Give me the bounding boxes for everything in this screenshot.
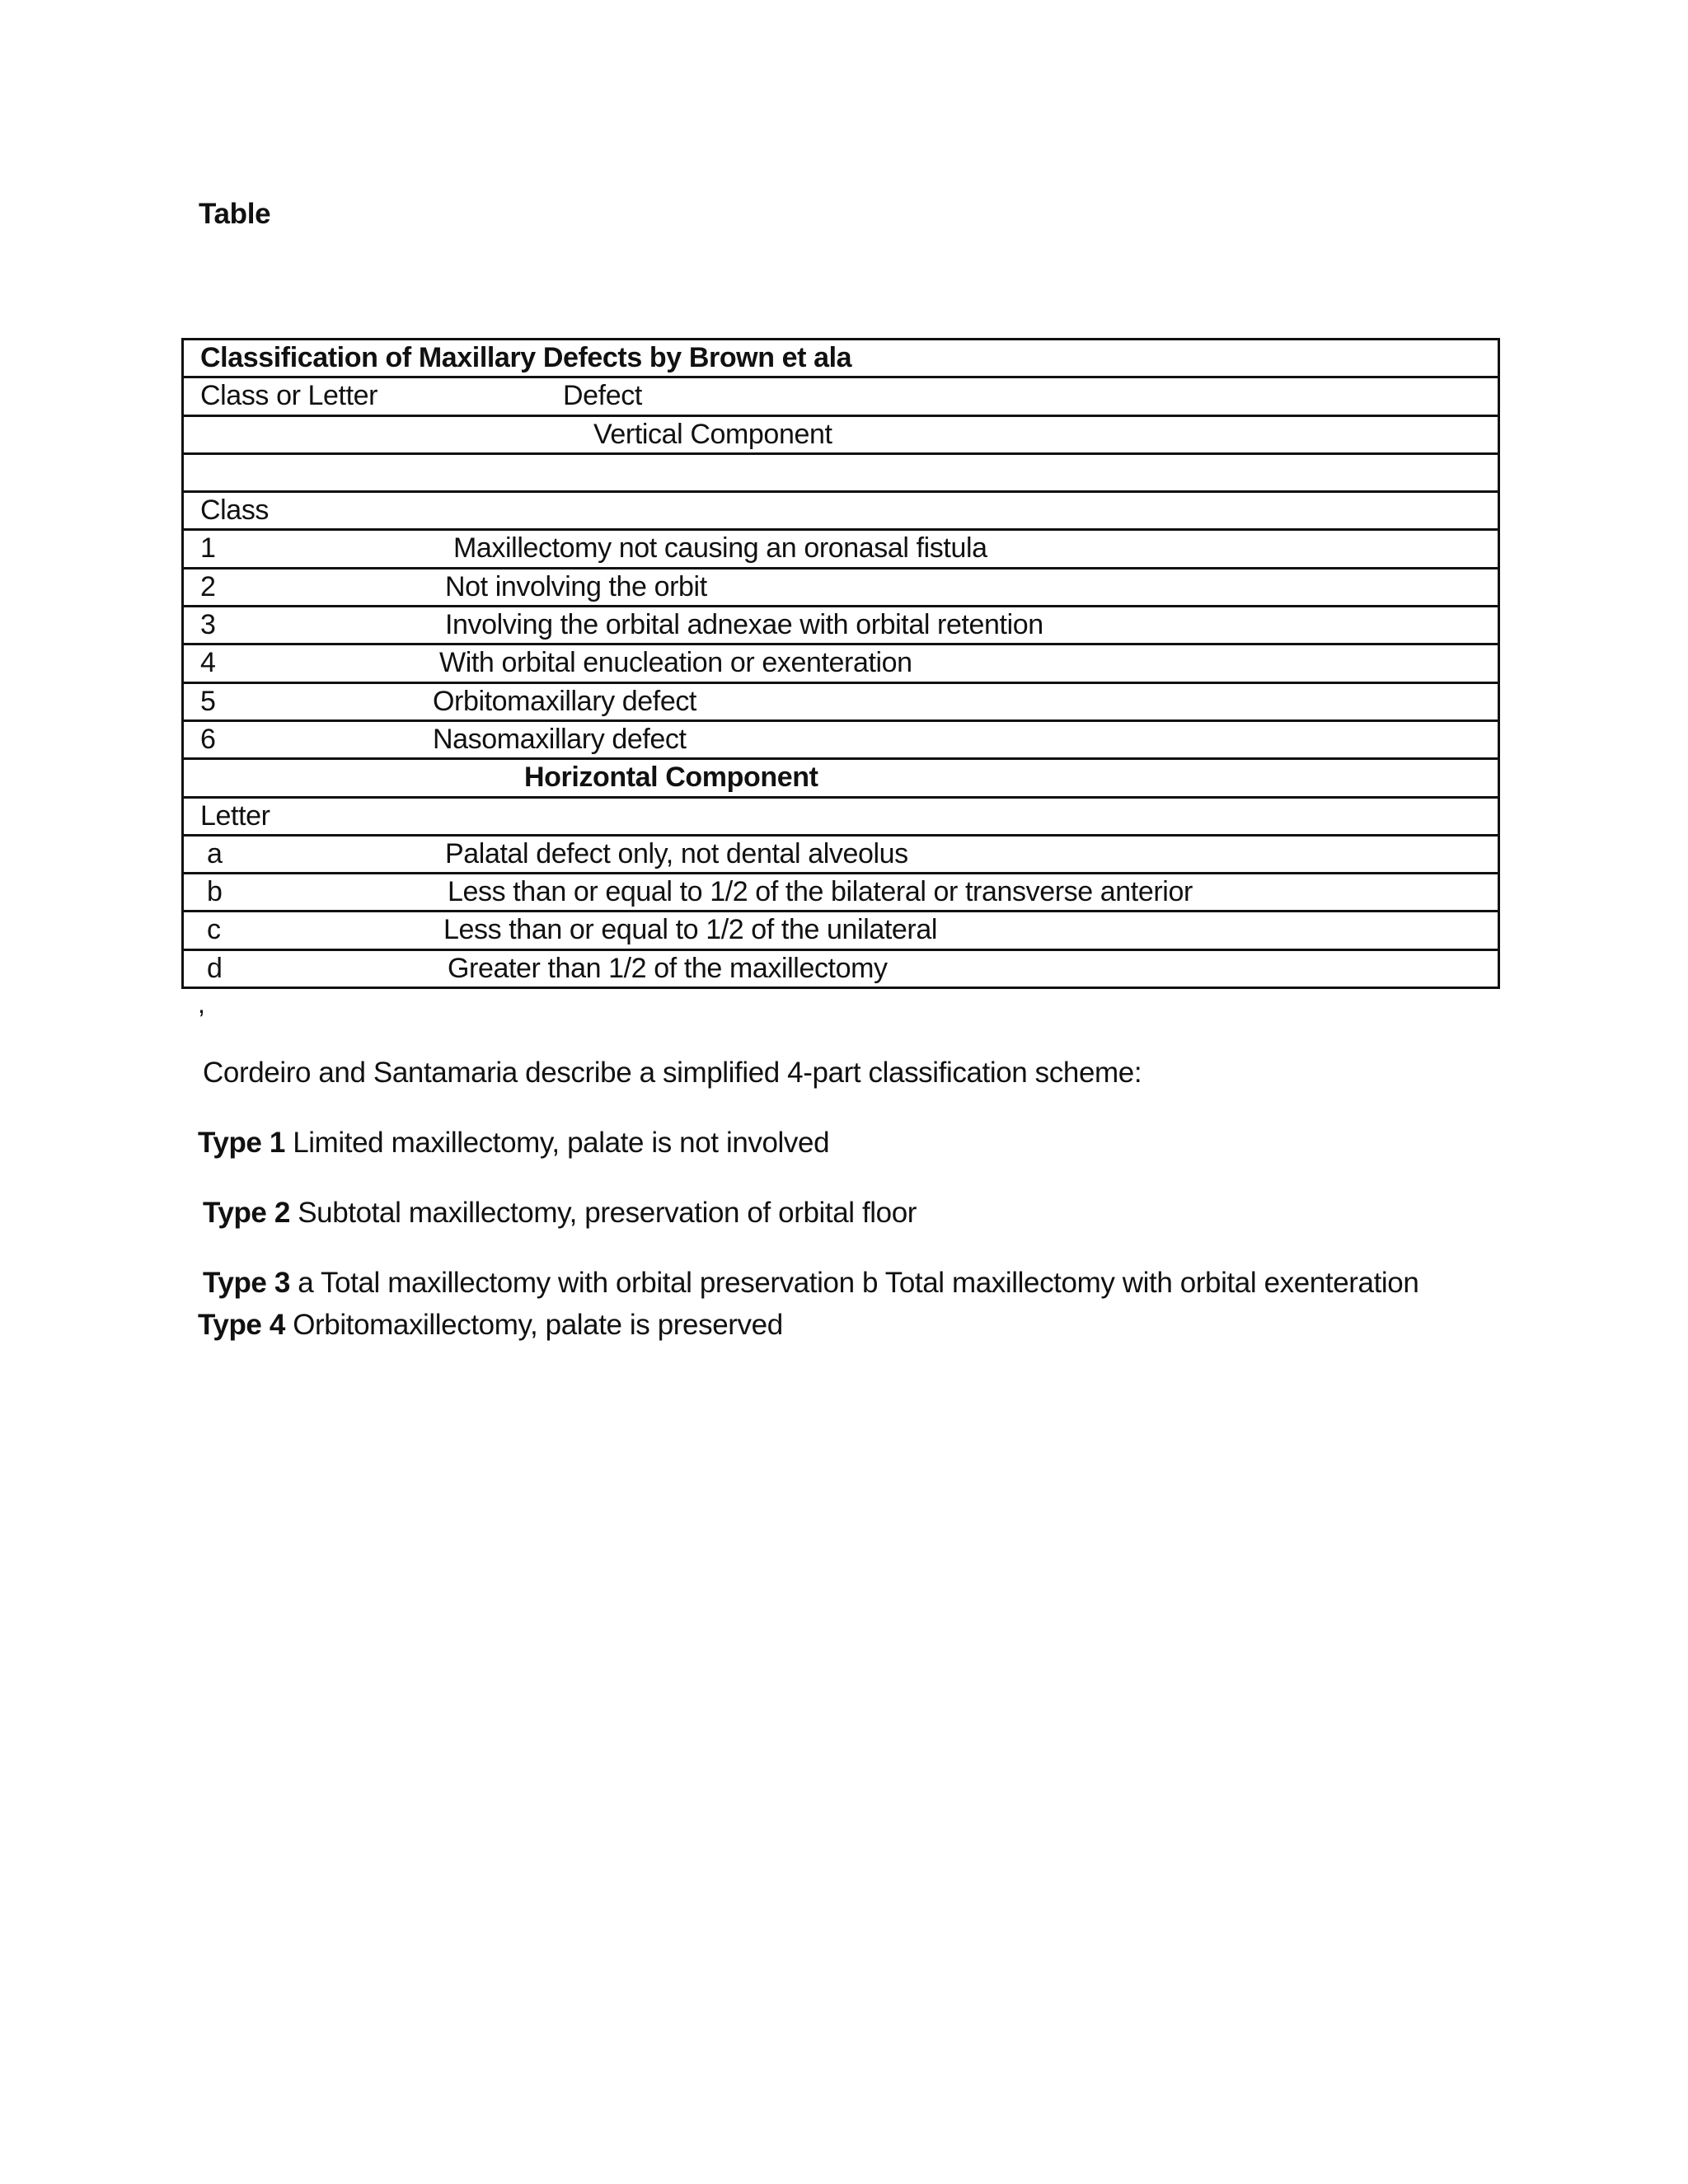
- letter-desc: Palatal defect only, not dental alveolus: [445, 837, 908, 869]
- type-label: Type 2: [203, 1197, 290, 1229]
- letter-key: a: [207, 837, 223, 869]
- type-line: [203, 1197, 917, 1230]
- letter-desc: Greater than 1/2 of the maxillectomy: [448, 952, 888, 984]
- class-row: [184, 645, 1498, 683]
- type-line: [198, 1127, 829, 1160]
- page-heading: Table: [199, 198, 271, 230]
- class-row: [184, 722, 1498, 760]
- class-key: 1: [200, 532, 216, 565]
- type-label: Type 4: [198, 1309, 285, 1341]
- horizontal-section-row: [184, 760, 1498, 798]
- class-row: [184, 569, 1498, 607]
- letter-row: [184, 874, 1498, 912]
- type-text: Orbitomaxillectomy, palate is preserved: [293, 1309, 783, 1341]
- letter-label-row: [184, 799, 1498, 837]
- header-class-or-letter: Class or Letter: [200, 380, 378, 412]
- horizontal-component-label: Horizontal Component: [524, 762, 818, 794]
- table-header-row: [184, 378, 1498, 416]
- letter-key: b: [207, 876, 223, 908]
- stray-comma: ,: [198, 989, 205, 1019]
- table-title: Classification of Maxillary Defects by Brown et ala: [200, 342, 852, 373]
- letter-row: [184, 912, 1498, 950]
- class-label: Class: [200, 494, 270, 527]
- letter-desc: Less than or equal to 1/2 of the bilateral or transverse anterior: [448, 876, 1193, 908]
- vertical-section-row: [184, 417, 1498, 455]
- letter-row: [184, 951, 1498, 989]
- letter-label: Letter: [200, 799, 270, 832]
- type-line: [203, 1267, 1418, 1300]
- type-label: Type 3: [203, 1267, 290, 1299]
- type-line: [198, 1309, 783, 1342]
- class-key: 4: [200, 647, 216, 679]
- class-key: 5: [200, 685, 216, 717]
- type-label: Type 1: [198, 1127, 285, 1159]
- intro-paragraph: Cordeiro and Santamaria describe a simplified 4-part classification scheme:: [203, 1057, 1142, 1089]
- class-label-row: [184, 493, 1498, 531]
- class-row: [184, 684, 1498, 722]
- class-key: 3: [200, 609, 216, 641]
- type-text: Subtotal maxillectomy, preservation of orbital floor: [298, 1197, 917, 1229]
- letter-key: c: [207, 914, 221, 946]
- class-desc: With orbital enucleation or exenteration: [439, 647, 912, 679]
- class-key: 6: [200, 723, 216, 755]
- class-desc: Orbitomaxillary defect: [433, 685, 696, 717]
- class-desc: Not involving the orbit: [445, 570, 707, 602]
- class-desc: Nasomaxillary defect: [433, 723, 687, 755]
- class-row: [184, 531, 1498, 569]
- class-desc: Involving the orbital adnexae with orbital retention: [445, 609, 1043, 641]
- letter-row: [184, 837, 1498, 874]
- class-row: [184, 607, 1498, 645]
- letter-desc: Less than or equal to 1/2 of the unilateral: [443, 914, 938, 946]
- table-title-row: [184, 340, 1498, 378]
- letter-key: d: [207, 952, 223, 984]
- type-text: a Total maxillectomy with orbital preservation b Total maxillectomy with orbital exenteration: [298, 1267, 1419, 1299]
- vertical-component-label: Vertical Component: [593, 418, 832, 450]
- empty-row: [184, 455, 1498, 493]
- header-defect: Defect: [563, 380, 642, 412]
- classification-table: [181, 338, 1500, 989]
- class-desc: Maxillectomy not causing an oronasal fistula: [453, 532, 987, 565]
- class-key: 2: [200, 570, 216, 602]
- type-text: Limited maxillectomy, palate is not involved: [293, 1127, 830, 1159]
